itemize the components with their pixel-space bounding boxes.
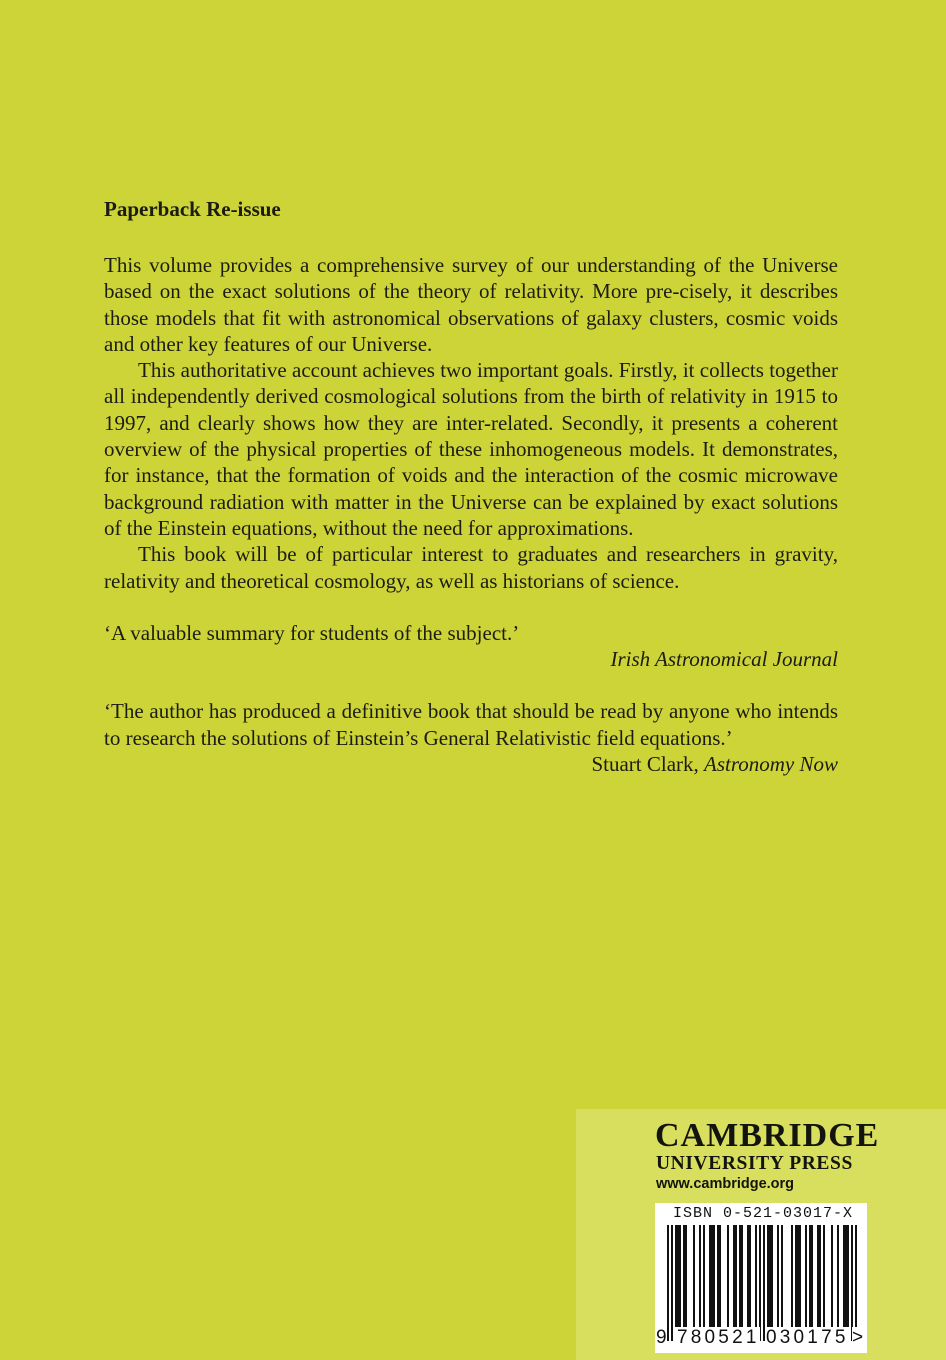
blurb-paragraph: This book will be of particular interest to graduates and researchers in gravity, relativity and theoretical cosmology, as well as historians of science. bbox=[104, 542, 838, 593]
barcode-right-digits: 030175 bbox=[766, 1327, 849, 1348]
barcode-bar bbox=[717, 1225, 719, 1327]
quote-text: ‘The author has produced a definitive book that should be read by anyone who intends to research the solutions of Einstein’s General Relativistic field equations.’ bbox=[104, 699, 838, 750]
barcode-bar bbox=[741, 1225, 743, 1327]
barcode-bar bbox=[855, 1225, 857, 1341]
barcode-bar bbox=[831, 1225, 833, 1327]
publisher-subtitle: UNIVERSITY PRESS bbox=[656, 1153, 853, 1174]
barcode-bar bbox=[759, 1225, 761, 1341]
barcode-first-digit: 9 bbox=[656, 1327, 667, 1348]
barcode-bar bbox=[769, 1225, 771, 1327]
barcode-bar bbox=[711, 1225, 713, 1327]
quote-author: Stuart Clark, bbox=[591, 752, 705, 777]
barcode-bar bbox=[719, 1225, 721, 1327]
barcode-bar bbox=[735, 1225, 737, 1327]
edition-heading: Paperback Re-issue bbox=[104, 197, 281, 221]
barcode-bar bbox=[805, 1225, 807, 1327]
barcode-bar bbox=[797, 1225, 799, 1327]
publisher-logo-name: CAMBRIDGE bbox=[655, 1117, 880, 1154]
barcode-bar bbox=[817, 1225, 819, 1327]
barcode-bar bbox=[749, 1225, 751, 1327]
barcode-bar bbox=[823, 1225, 825, 1327]
barcode-bar bbox=[675, 1225, 677, 1327]
barcode-bar bbox=[671, 1225, 673, 1341]
quote-text: ‘A valuable summary for students of the subject.’ bbox=[104, 620, 520, 645]
publisher-panel bbox=[576, 1109, 946, 1360]
barcode-bar bbox=[763, 1225, 765, 1341]
barcode-bar bbox=[799, 1225, 801, 1327]
barcode-bar bbox=[755, 1225, 757, 1327]
blurb-paragraph: This authoritative account achieves two important goals. Firstly, it collects together all independently derived cosmological solutions from the birth of relativity in 1915 to 1997, and clearly shows how they are inter-related. Secondly, it presents a coherent overview of the physical properties of these inhomogeneous models. It demonstrates, for instance, that the formation of voids and the interaction of the cosmic microwave background radiation with matter in the Universe can be explained by exact solutions of the Einstein equations, without the need for approximations. bbox=[104, 358, 838, 540]
barcode-bar bbox=[811, 1225, 813, 1327]
barcode-bar bbox=[685, 1225, 687, 1327]
barcode-bar bbox=[851, 1225, 853, 1341]
barcode-bar bbox=[771, 1225, 773, 1327]
publisher-url: www.cambridge.org bbox=[656, 1176, 795, 1192]
quote-source: Astronomy Now bbox=[704, 752, 838, 777]
barcode-bar bbox=[733, 1225, 735, 1327]
review-quote bbox=[104, 698, 838, 777]
barcode-bar bbox=[699, 1225, 701, 1327]
barcode-bar bbox=[781, 1225, 783, 1327]
blurb-paragraph: This volume provides a comprehensive survey of our understanding of the Universe based on the exact solutions of the theory of relativity. More pre-cisely, it describes those models that fit with astronomical observations of galaxy clusters, cosmic voids and other key features of our Universe. bbox=[104, 253, 838, 356]
barcode-bar bbox=[739, 1225, 741, 1327]
isbn-label: ISBN 0-521-03017-X bbox=[673, 1205, 854, 1222]
barcode-bar bbox=[683, 1225, 685, 1327]
barcode-bar bbox=[767, 1225, 769, 1327]
barcode-bar bbox=[777, 1225, 779, 1327]
barcode-bar bbox=[727, 1225, 729, 1327]
barcode-bar bbox=[679, 1225, 681, 1327]
quote-attribution bbox=[104, 646, 838, 672]
blurb-section bbox=[104, 196, 838, 777]
barcode-bar bbox=[713, 1225, 715, 1327]
barcode-bar bbox=[795, 1225, 797, 1327]
quote-attribution bbox=[104, 751, 838, 777]
barcode-bar bbox=[709, 1225, 711, 1327]
barcode-left-digits: 780521 bbox=[677, 1327, 760, 1348]
barcode-bar bbox=[809, 1225, 811, 1327]
barcode-bar bbox=[847, 1225, 849, 1327]
barcode-bar bbox=[703, 1225, 705, 1327]
barcode-bar bbox=[791, 1225, 793, 1327]
quote-source: Irish Astronomical Journal bbox=[610, 647, 838, 672]
barcode-bar bbox=[843, 1225, 845, 1327]
barcode-bar bbox=[819, 1225, 821, 1327]
barcode-bar bbox=[667, 1225, 669, 1341]
barcode-bar bbox=[747, 1225, 749, 1327]
isbn-barcode bbox=[655, 1203, 867, 1353]
barcode-bar bbox=[837, 1225, 839, 1327]
barcode-bar bbox=[693, 1225, 695, 1327]
barcode-bar bbox=[845, 1225, 847, 1327]
barcode-end-mark: > bbox=[852, 1327, 864, 1348]
review-quote bbox=[104, 620, 838, 673]
barcode-bar bbox=[677, 1225, 679, 1327]
